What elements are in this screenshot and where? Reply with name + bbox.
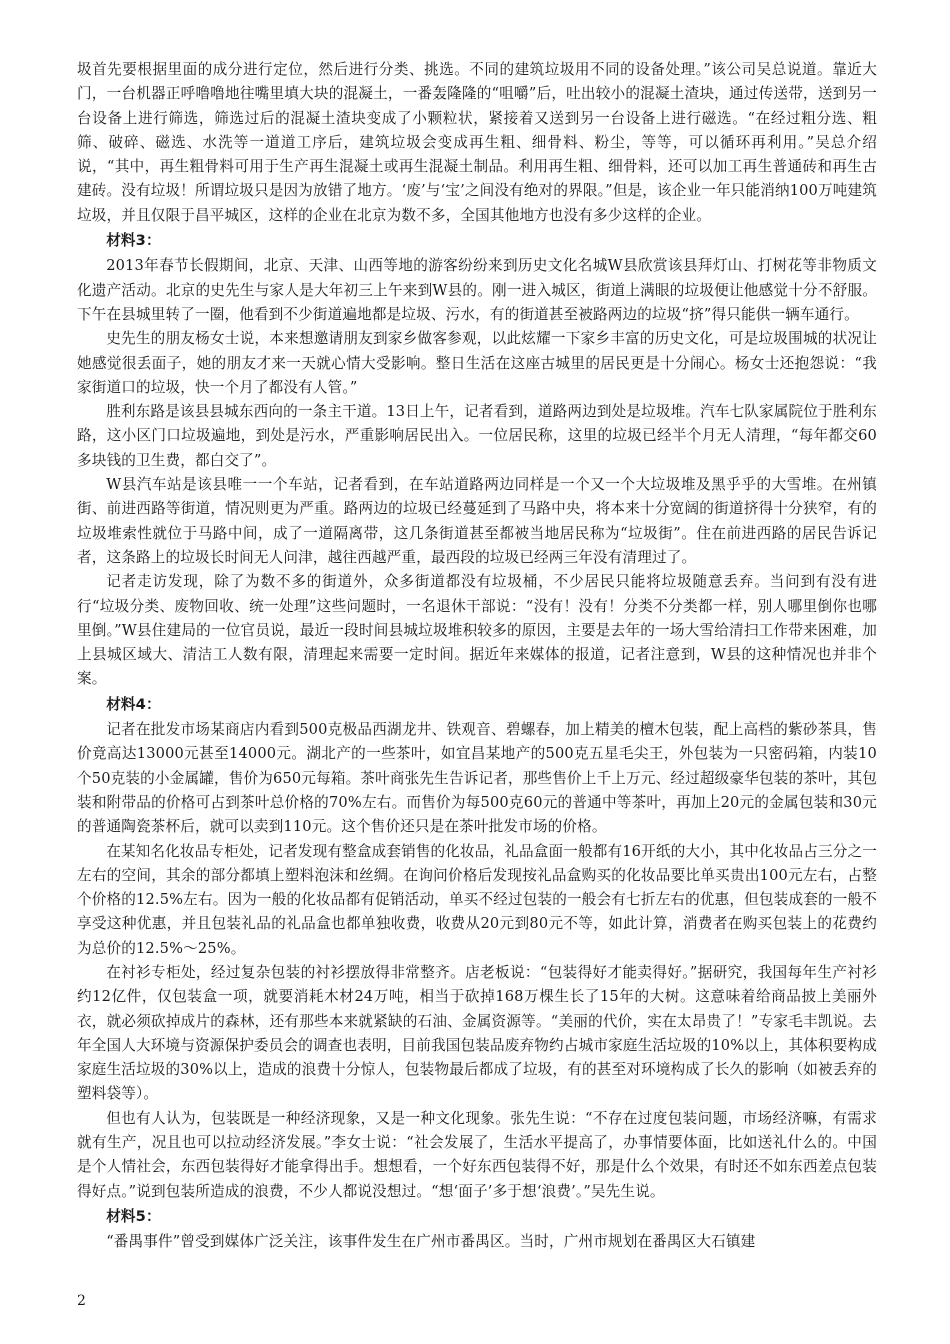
section-heading-material-4: 材料4： — [106, 695, 161, 713]
paragraph: 在衬衫专柜处，经过复杂包装的衬衫摆放得非常整齐。店老板说：“包装得好才能卖得好。”据研究，我国每年生产衬衫约12亿件，仅包装盒一项，就要消耗木材24万吨，相当于砍掉168万棵生长了15年的大树。这意味着给商品披上美丽外衣，就必须砍掉成片的森林，还有那些本来就紧缺的石油、金属资源等。“美丽的代价，实在太昂贵了！”专家毛丰凯说。去年全国人大环境与资源保护委员会的调查也表明，目前我国包装品废弃物约占城市家庭生活垃圾的10%以上，其体积要构成家庭生活垃圾的30%以上，造成的浪费十分惊人，包装物最后都成了垃圾，有的甚至对环境构成了长久的影响（如被丢弃的塑料袋等）。 — [77, 963, 877, 1103]
document-body — [77, 58, 877, 1255]
section-heading-material-3: 材料3： — [106, 232, 161, 250]
continued-paragraph: 圾首先要根据里面的成分进行定位，然后进行分类、挑选。不同的建筑垃圾用不同的设备处理。”该公司吴总说道。靠近大门，一台机器正呼噜噜地往嘴里填大块的混凝土，一番轰隆隆的“咀嚼”后，吐出较小的混凝土渣块，通过传送带，送到另一台设备上进行筛选，筛选过后的混凝土渣块变成了小颗粒状，紧接着又送到另一台设备上进行磁选。“在经过粗分选、粗筛、破碎、磁选、水洗等一道道工序后，建筑垃圾会变成再生粗、细骨料、粉尘，等等，可以循环再利用。”吴总介绍说，“其中，再生粗骨料可用于生产再生混凝土或再生混凝土制品。利用再生粗、细骨料，还可以加工再生普通砖和再生古建砖。没有垃圾！所谓垃圾只是因为放错了地方。‘废’与‘宝’之间没有绝对的界限。”但是，该企业一年只能消纳100万吨建筑垃圾，并且仅限于昌平城区，这样的企业在北京为数不多，全国其他地方也没有多少这样的企业。 — [77, 61, 877, 224]
paragraph: 但也有人认为，包装既是一种经济现象，又是一种文化现象。张先生说：“不存在过度包装问题，市场经济嘛，有需求就有生产，况且也可以拉动经济发展。”李女士说：“社会发展了，生活水平提高了，办事情要体面，比如送礼什么的。中国是个人情社会，东西包装得好才能拿得出手。想想看，一个好东西包装得不好，那是什么个效果，有时还不如东西差点包装得好点。”说到包装所造成的浪费，不少人都说没想过。“想‘面子’多于想‘浪费’。”吴先生说。 — [77, 1109, 877, 1200]
paragraph: 史先生的朋友杨女士说，本来想邀请朋友到家乡做客参观，以此炫耀一下家乡丰富的历史文化，可是垃圾围城的状况让她感觉很丢面子，她的朋友才来一天就心情大受影响。整日生活在这座古城里的居民更是十分闹心。杨女士还抱怨说：“我家街道口的垃圾，快一个月了都没有人管。” — [77, 330, 877, 396]
paragraph: 在某知名化妆品专柜处，记者发现有整盒成套销售的化妆品，礼品盒面一般都有16开纸的大小，其中化妆品占三分之一左右的空间，其余的部分都填上塑料泡沫和丝绸。在询问价格后发现按礼品盒购买的化妆品要比单买贵出100元左右，占整个价格的12.5%左右。因为一般的化妆品都有促销活动，单买不经过包装的一般会有七折左右的优惠，但包装成套的一般不享受这种优惠，并且包装礼品的礼品盒也都单独收费，收费从20元到80元不等，如此计算，消费者在购买包装上的花费约为总价的12.5%～25%。 — [77, 842, 877, 957]
paragraph: W县汽车站是该县唯一一个车站，记者看到，在车站道路两边同样是一个又一个大垃圾堆及黑乎乎的大雪堆。在州镇街、前进西路等街道，情况则更为严重。路两边的垃圾已经蔓延到了马路中央，将本来十分宽阔的街道挤得十分狭窄，有的垃圾堆索性就位于马路中间，成了一道隔离带，这几条街道甚至都被当地居民称为“垃圾街”。住在前进西路的居民告诉记者，这条路上的垃圾长时间无人问津，越往西越严重，最西段的垃圾已经两三年没有清理过了。 — [77, 476, 877, 566]
section-heading-material-5: 材料5： — [106, 1207, 161, 1225]
paragraph: 胜利东路是该县县城东西向的一条主干道。13日上午，记者看到，道路两边到处是垃圾堆。汽车七队家属院位于胜利东路，这小区门口垃圾遍地，到处是污水，严重影响居民出入。一位居民称，这里的垃圾已经半个月无人清理，“每年都交60多块钱的卫生费，都白交了”。 — [77, 403, 877, 469]
page-number: 2 — [77, 1293, 86, 1309]
paragraph: 记者在批发市场某商店内看到500克极品西湖龙井、铁观音、碧螺春，加上精美的檀木包装，配上高档的紫砂茶具，售价竟高达13000元甚至14000元。湖北产的一些茶叶，如宜昌某地产的500克五星毛尖王，外包装为一只密码箱，内装10个50克装的小金属罐，售价为650元每箱。茶叶商张先生告诉记者，那些售价上千上万元、经过超级豪华包装的茶叶，其包装和附带品的价格可占到茶叶总价格的70%左右。而售价为每500克60元的普通中等茶叶，再加上20元的金属包装和30元的普通陶瓷茶杯后，就可以卖到110元。这个售价还只是在茶叶批发市场的价格。 — [77, 721, 877, 836]
paragraph: “番禺事件”曾受到媒体广泛关注，该事件发生在广州市番禺区。当时，广州市规划在番禺区大石镇建 — [106, 1233, 756, 1251]
paragraph: 记者走访发现，除了为数不多的街道外，众多街道都没有垃圾桶，不少居民只能将垃圾随意丢弃。当问到有没有进行“垃圾分类、废物回收、统一处理”这些问题时，一名退休干部说：“没有！没有！分类不分类都一样，别人哪里倒你也哪里倒。”W县住建局的一位官员说，最近一段时间县城垃圾堆积较多的原因，主要是去年的一场大雪给清扫工作带来困难，加上县城区域大、清洁工人数有限，清理起来需要一定时间。据近年来媒体的报道，记者注意到，W县的这种情况也并非个案。 — [77, 573, 877, 688]
paragraph: 2013年春节长假期间，北京、天津、山西等地的游客纷纷来到历史文化名城W县欣赏该县拜灯山、打树花等非物质文化遗产活动。北京的史先生与家人是大年初三上午来到W县的。刚一进入城区，街道上满眼的垃圾便让他感觉十分不舒服。下午在县城里转了一圈，他看到不少街道遍地都是垃圾、污水，有的街道甚至被路两边的垃圾“挤”得只能供一辆车通行。 — [77, 257, 877, 323]
